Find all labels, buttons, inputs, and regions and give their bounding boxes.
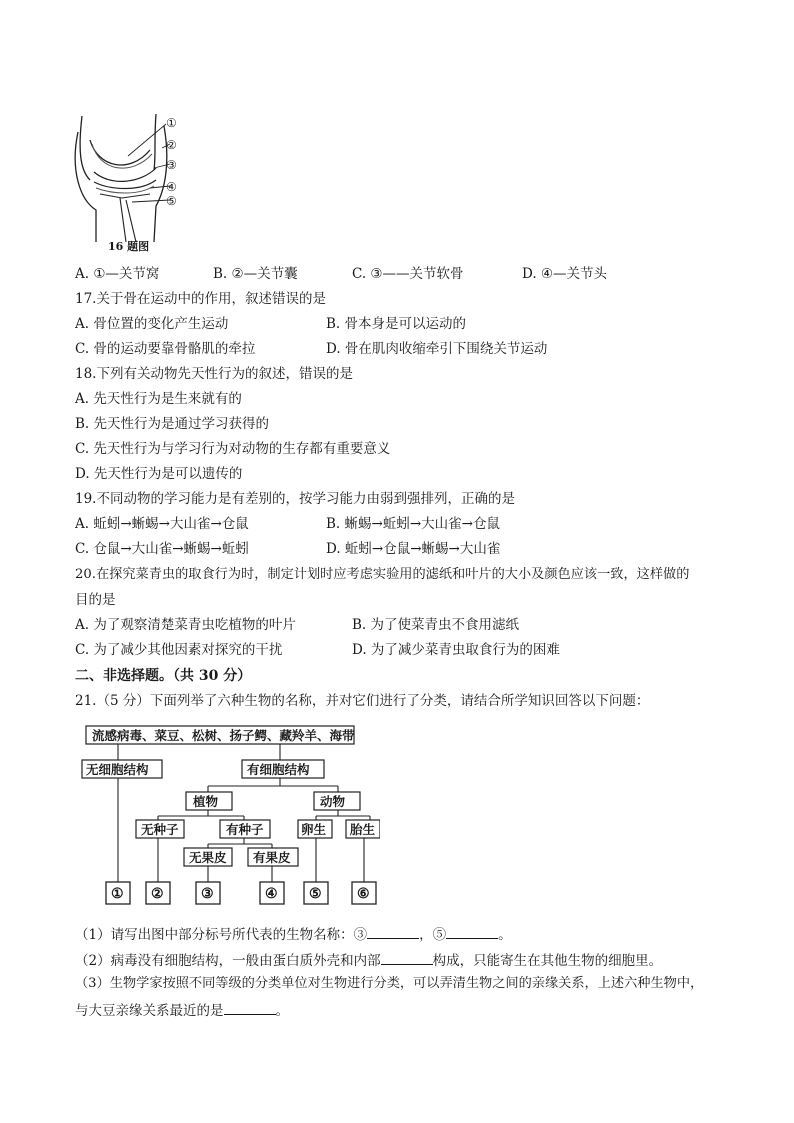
classification-tree <box>80 720 380 910</box>
tree-no-pericarp: 无果皮 <box>189 850 227 865</box>
q21-stem: 21.（5 分）下面列举了六种生物的名称，并对它们进行了分类，请结合所学知识回答以下问题： <box>75 693 650 709</box>
q17-option-c: C. 骨的运动要靠骨骼肌的牵拉 <box>75 341 256 357</box>
q16-option-a: A. ①—关节窝 <box>75 266 160 282</box>
tree-leaf-1: ① <box>111 886 124 902</box>
q21-sub3-line1: （3）生物学家按照不同等级的分类单位对生物进行分类，可以弄清生物之间的亲缘关系，上述六种生物中， <box>75 976 704 991</box>
tree-animal: 动物 <box>320 794 346 809</box>
q19-stem: 19.不同动物的学习能力是有差别的，按学习能力由弱到强排列，正确的是 <box>75 491 515 507</box>
q18-option-b: B. 先天性行为是通过学习获得的 <box>75 416 270 432</box>
q20-option-c: C. 为了减少其他因素对探究的干扰 <box>75 642 283 658</box>
q16-option-c: C. ③——关节软骨 <box>352 266 464 282</box>
marker-2: ② <box>166 138 177 152</box>
answer-blank-5[interactable] <box>446 924 498 939</box>
q20-stem-line1: 20.在探究菜青虫的取食行为时，制定计划时应考虑实验用的滤纸和叶片的大小及颜色应该一致，这样做的 <box>75 567 690 582</box>
q20-stem-line2: 目的是 <box>75 592 116 608</box>
q19-option-a: A. 蚯蚓→蜥蜴→大山雀→仓鼠 <box>75 516 249 532</box>
q17-option-d: D. 骨在肌肉收缩牵引下围绕关节运动 <box>326 341 548 357</box>
answer-blank-virus[interactable] <box>381 950 433 965</box>
tree-no-seed: 无种子 <box>141 822 179 837</box>
q20-option-d: D. 为了减少菜青虫取食行为的困难 <box>352 642 560 658</box>
marker-5: ⑤ <box>166 194 177 208</box>
q17-stem: 17.关于骨在运动中的作用，叙述错误的是 <box>75 291 326 307</box>
q20-option-b: B. 为了使菜青虫不食用滤纸 <box>352 617 520 633</box>
q18-option-d: D. 先天性行为是可以遗传的 <box>75 466 243 482</box>
q17-option-a: A. 骨位置的变化产生运动 <box>75 316 229 332</box>
tree-no-cell: 无细胞结构 <box>86 762 149 777</box>
q21-sub1-text: （1）请写出图中部分标号所代表的生物名称：③ <box>75 927 368 943</box>
tree-has-seed: 有种子 <box>226 822 264 837</box>
q18-option-c: C. 先天性行为与学习行为对动物的生存都有重要意义 <box>75 441 391 457</box>
figure-caption: 16 题图 <box>108 240 150 253</box>
q21-sub3-line2 <box>75 1000 289 1020</box>
tree-viviparous: 胎生 <box>350 822 376 837</box>
q21-sub2-end: 构成，只能寄生在其他生物的细胞里。 <box>432 953 663 969</box>
q21-sub1-mid: ，⑤ <box>419 927 447 943</box>
q18-option-a: A. 先天性行为是生来就有的 <box>75 391 242 407</box>
q21-sub1 <box>75 924 512 944</box>
marker-3: ③ <box>166 158 177 172</box>
q18-stem: 18.下列有关动物先天性行为的叙述，错误的是 <box>75 366 353 382</box>
tree-has-cell: 有细胞结构 <box>247 762 310 777</box>
tree-root: 流感病毒、菜豆、松树、扬子鳄、藏羚羊、海带 <box>92 728 355 743</box>
answer-blank-3[interactable] <box>367 924 419 939</box>
q19-option-d: D. 蚯蚓→仓鼠→蜥蜴→大山雀 <box>326 541 501 557</box>
marker-1: ① <box>166 116 177 130</box>
q16-option-d: D. ④—关节头 <box>522 266 608 282</box>
q19-option-c: C. 仓鼠→大山雀→蜥蜴→蚯蚓 <box>75 541 249 557</box>
q21-sub1-end: 。 <box>498 927 512 943</box>
tree-leaf-3: ③ <box>201 886 214 902</box>
tree-leaf-4: ④ <box>265 886 278 902</box>
q19-option-b: B. 蜥蜴→蚯蚓→大山雀→仓鼠 <box>326 516 500 532</box>
tree-has-pericarp: 有果皮 <box>253 850 291 865</box>
q17-option-b: B. 骨本身是可以运动的 <box>326 316 467 332</box>
q21-sub3-text: 与大豆亲缘关系最近的是 <box>75 1003 224 1019</box>
marker-4: ④ <box>166 180 177 194</box>
tree-leaf-6: ⑥ <box>357 886 370 902</box>
q21-sub2-text: （2）病毒没有细胞结构，一般由蛋白质外壳和内部 <box>75 953 381 969</box>
section-heading: 二、非选择题。（共 30 分） <box>75 668 252 684</box>
tree-leaf-5: ⑤ <box>309 886 322 902</box>
answer-blank-relative[interactable] <box>224 1000 276 1015</box>
q21-sub3-end: 。 <box>275 1003 289 1019</box>
tree-oviparous: 卵生 <box>301 822 327 837</box>
q20-option-a: A. 为了观察清楚菜青虫吃植物的叶片 <box>75 617 296 633</box>
tree-plant: 植物 <box>193 794 219 809</box>
tree-leaf-2: ② <box>151 886 164 902</box>
q21-sub2 <box>75 950 662 970</box>
q16-option-b: B. ②—关节囊 <box>213 266 298 282</box>
